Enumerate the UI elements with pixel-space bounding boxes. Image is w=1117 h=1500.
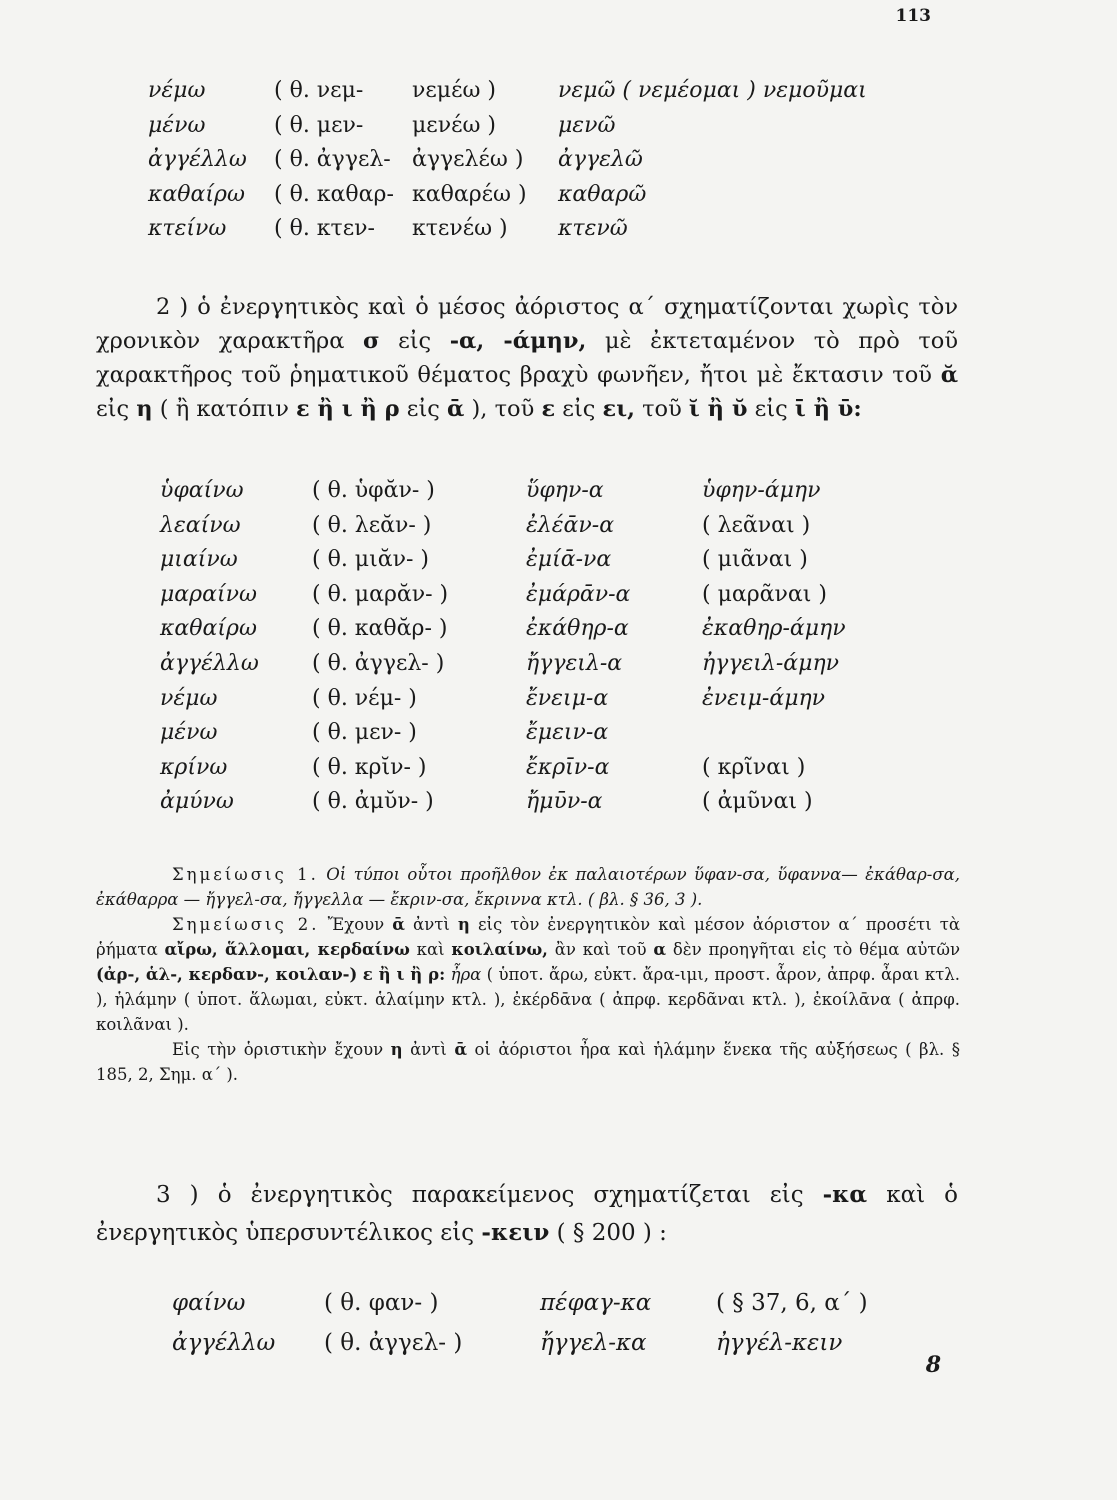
- table-cell: ( θ. κτεν-: [274, 216, 375, 241]
- text: ἦρα: [450, 965, 482, 984]
- text: εἰς τὸν ἐνεργητικὸν καὶ μέσον ἀόριστον α΄ προσέτι τὰ ῥήματα: [96, 915, 961, 959]
- bold-text: α: [653, 940, 667, 959]
- table-cell: ( θ. ἀγγελ- ): [312, 650, 445, 676]
- text: ἂν καὶ τοῦ: [554, 940, 647, 959]
- table-cell: ( μιᾶναι ): [702, 547, 808, 573]
- table-cell: ( θ. φαν- ): [324, 1290, 439, 1316]
- table-cell: ἀγγέλλω: [160, 650, 259, 676]
- page-number: 113: [895, 6, 931, 26]
- text: εἰς: [754, 396, 788, 422]
- bold-text: -κειν: [481, 1219, 550, 1246]
- bold-text: ᾱ: [392, 915, 405, 934]
- table-cell: ( θ. κρῐν- ): [312, 754, 427, 780]
- text: καὶ: [416, 940, 445, 959]
- table-cell: ἤγγειλ-α: [526, 650, 623, 676]
- table-cell: ( θ. λεᾰν- ): [312, 512, 432, 538]
- text: ἀντὶ: [413, 915, 450, 934]
- bold-text: -α, -άμην,: [449, 328, 587, 354]
- table-cell: ὑφαίνω: [160, 478, 244, 503]
- table-cell: μενέω ): [412, 112, 496, 138]
- table-cell: νέμω: [148, 78, 206, 103]
- table-cell: ὑφην-άμην: [702, 478, 821, 503]
- table-cell: μένω: [148, 112, 206, 138]
- table-cell: κτείνω: [148, 216, 227, 241]
- text: εἰς: [562, 396, 596, 422]
- table-cell: ( θ. μαρᾰν- ): [312, 581, 449, 607]
- note-1: [96, 862, 960, 912]
- table-cell: ἔκρῑν-α: [526, 754, 610, 780]
- table-cell: ἠγγειλ-άμην: [702, 650, 839, 676]
- table-cell: καθαρῶ: [558, 181, 647, 207]
- bold-text: η: [457, 915, 470, 934]
- table-cell: ἐλέᾱν-α: [526, 512, 615, 538]
- text: ἀντὶ: [410, 1040, 447, 1059]
- note-3: [96, 1037, 960, 1087]
- table-cell: ἠγγέλ-κειν: [716, 1330, 843, 1356]
- bold-text: αἴρω, ἅλλομαι, κερδαίνω: [164, 940, 410, 959]
- table-cell: ( θ. νέμ- ): [312, 685, 417, 711]
- note-label: Σημείωσις 2.: [172, 915, 320, 934]
- table-cell: ἀμύνω: [160, 789, 234, 815]
- signature-mark: 8: [925, 1352, 941, 1378]
- text: ), τοῦ: [471, 396, 535, 422]
- text: ( ὑποτ. ἄρω, εὐκτ. ἄρα-ιμι, προστ. ἆρον, ἀπρφ. ἆραι κτλ. ), ἡλάμην ( ὑποτ. ἅλωμαι, εὐκτ. ἁλαίμην κτλ. ), ἐκέρδᾱνα ( ἀπρφ. κερδᾶναι κτλ. ), ἐκοίλᾱνα ( ἀπρφ. κοιλᾶναι ).: [96, 965, 960, 1034]
- bold-text: -κα: [822, 1181, 868, 1208]
- table-cell: πέφαγ-κα: [540, 1290, 652, 1316]
- table-cell: ( θ. ἀγγελ-: [274, 147, 391, 172]
- bold-text: ᾱ: [454, 1040, 468, 1059]
- table-cell: ( μαρᾶναι ): [702, 581, 827, 607]
- note-text: Οἱ τύποι οὗτοι προῆλθον ἐκ παλαιοτέρων ὕφαν-σα, ὕφαννα— ἐκάθαρ-σα, ἐκάθαρρα — ἤγγελ-σα, ἤγγελλα — ἔκριν-σα, ἔκριννα κτλ. ( βλ. § 36, 3 ).: [96, 865, 961, 909]
- text: τοῦ: [642, 396, 682, 422]
- table-cell: ( θ. ὑφᾰν- ): [312, 478, 435, 503]
- table-cell: κτενέω ): [412, 216, 508, 241]
- table-cell: κρίνω: [160, 754, 228, 780]
- table-cell: ἐνειμ-άμην: [702, 685, 826, 711]
- bold-text: ᾰ: [940, 362, 959, 388]
- table-cell: ἔνειμ-α: [526, 685, 609, 711]
- text: δὲν προηγῆται εἰς τὸ θέμα αὐτῶν: [672, 940, 961, 959]
- table-cell: νέμω: [160, 685, 218, 711]
- text: Ἔχουν: [327, 915, 385, 934]
- text: ( ἢ κατόπιν: [159, 396, 289, 422]
- table-cell: ( λεᾶναι ): [702, 512, 811, 538]
- table-cell: ( θ. καθᾰρ- ): [312, 616, 448, 642]
- table-cell: ἤμῡν-α: [526, 789, 603, 815]
- table-cell: καθαίρω: [148, 181, 245, 207]
- table-cell: ἐκάθηρ-α: [526, 616, 629, 642]
- text: 3 ) ὁ ἐνεργητικὸς παρακείμενος σχηματίζεται εἰς: [156, 1182, 804, 1208]
- rule-paragraph-3: [96, 1176, 958, 1252]
- table-cell: καθαίρω: [160, 616, 257, 642]
- table-cell: ( θ. καθαρ-: [274, 181, 394, 207]
- table-cell: ἤγγελ-κα: [540, 1330, 647, 1356]
- bold-text: ε ἢ ι ἢ ρ: [296, 396, 400, 422]
- text: μὲ ἐκτεταμένον τὸ πρὸ τοῦ χαρακτῆρος τοῦ ῥηματικοῦ θέματος βραχὺ φωνῆεν, ἤτοι μὲ ἔκτασιν τοῦ: [96, 328, 959, 388]
- table-cell: φαίνω: [172, 1290, 246, 1316]
- table-cell: ( θ. ἀμῠν- ): [312, 789, 434, 815]
- text: ( § 200 ) :: [556, 1220, 667, 1246]
- bold-text: ῑ ἢ ῡ:: [794, 396, 862, 422]
- rule-paragraph-2: [96, 290, 958, 426]
- bold-text: ε ἢ ι ἢ ρ:: [362, 965, 446, 984]
- table-cell: λεαίνω: [160, 512, 241, 538]
- text: 2 ) ὁ ἐνεργητικὸς καὶ ὁ μέσος ἀόριστος α΄ σχηματίζονται χωρὶς τὸν χρονικὸν χαρακτῆρα: [96, 294, 958, 354]
- table-cell: ὕφην-α: [526, 478, 604, 503]
- text: Εἰς τὴν ὁριστικὴν ἔχουν: [172, 1040, 384, 1059]
- table-cell: μιαίνω: [160, 547, 238, 573]
- table-cell: ( θ. μεν-: [274, 112, 364, 138]
- bold-text: ε: [541, 396, 556, 422]
- note-2: [96, 912, 960, 1037]
- table-cell: ἀγγελέω ): [412, 147, 524, 172]
- text: εἰς: [96, 396, 130, 422]
- table-cell: ἐκαθηρ-άμην: [702, 616, 846, 642]
- table-cell: ἐμίᾱ-να: [526, 547, 612, 573]
- table-cell: ἔμειν-α: [526, 720, 609, 746]
- notes-section: [96, 862, 960, 1087]
- table-cell: ( ἀμῦναι ): [702, 789, 813, 815]
- table-cell: ( θ. νεμ-: [274, 78, 364, 103]
- bold-text: ει,: [602, 396, 635, 422]
- text: εἰς: [406, 396, 440, 422]
- text: καὶ ὁ ἐνεργητικὸς ὑπερσυντέλικος εἰς: [96, 1182, 959, 1246]
- table-cell: νεμέω ): [412, 78, 496, 103]
- table-cell: ἐμάρᾱν-α: [526, 581, 631, 607]
- text: εἰς: [398, 328, 432, 354]
- table-cell: ( θ. ἀγγελ- ): [324, 1330, 463, 1356]
- table-cell: ( κρῖναι ): [702, 754, 806, 780]
- bold-text: κοιλαίνω,: [451, 940, 548, 959]
- table-cell: ἀγγελῶ: [558, 147, 643, 172]
- table-cell: ( § 37, 6, α΄ ): [716, 1290, 868, 1316]
- table-cell: ἀγγέλλω: [148, 147, 247, 172]
- table-cell: ἀγγέλλω: [172, 1330, 276, 1356]
- table-cell: νεμῶ ( νεμέομαι ) νεμοῦμαι: [558, 78, 867, 103]
- note-label: Σημείωσις 1.: [172, 865, 319, 884]
- table-cell: ( θ. μιᾰν- ): [312, 547, 429, 573]
- bold-text: η: [390, 1040, 403, 1059]
- bold-text: η: [136, 396, 153, 422]
- bold-text: (ἀρ-, ἁλ-, κερδαν-, κοιλαν-): [96, 965, 358, 984]
- table-cell: ( θ. μεν- ): [312, 720, 417, 746]
- table-cell: μενῶ: [558, 112, 616, 138]
- table-cell: κτενῶ: [558, 216, 628, 241]
- table-cell: καθαρέω ): [412, 181, 527, 207]
- text: οἱ ἀόριστοι ἦρα καὶ ἡλάμην ἕνεκα τῆς αὐξήσεως ( βλ. § 185, 2, Σημ. α΄ ).: [96, 1040, 960, 1084]
- table-cell: μαραίνω: [160, 581, 257, 607]
- table-cell: μένω: [160, 720, 218, 746]
- bold-text: ᾱ: [447, 396, 465, 422]
- bold-text: σ: [362, 328, 380, 354]
- bold-text: ῐ ἢ ῠ: [688, 396, 748, 422]
